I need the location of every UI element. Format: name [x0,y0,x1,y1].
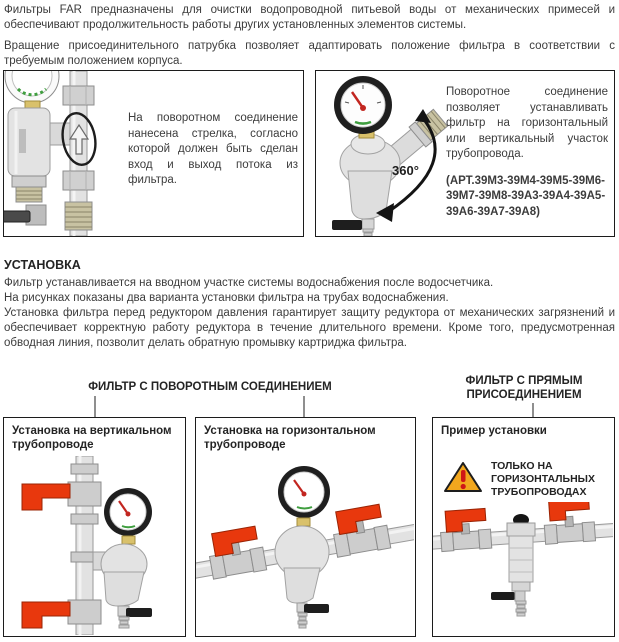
warning-text: ТОЛЬКО НА ГОРИЗОНТАЛЬНЫХ ТРУБОПРОВОДАХ [491,460,595,498]
filter-unit [491,514,535,616]
direct-group-header: ФИЛЬТР С ПРЯМЫМ ПРИСОЕДИНЕНИЕМ [465,375,583,401]
figure-rotation-text [446,85,608,220]
valve-handle-icon [22,484,70,510]
valve-handle-icon [4,205,46,225]
filter-unit [275,466,330,628]
installation-line-2: На рисунках показаны два варианта установки фильтра на трубах водоснабжения. [4,292,449,304]
filter-unit [93,488,152,628]
diagram-box-example [432,417,615,637]
swivel-group-header: ФИЛЬТР С ПОВОРОТНЫМ СОЕДИНЕНИЕМ [88,381,332,393]
connector-line [532,403,534,417]
drain-valve-icon [332,219,374,236]
figure-caption-swivel-arrow: На поворотном соединение нанесена стрелка, согласно которой должен быть сделан вход и выход потока из фильтра. [128,112,298,186]
pressure-gauge-icon [5,71,59,103]
warning-triangle-icon [443,460,483,494]
connector-line [303,396,305,417]
pressure-gauge-icon [334,76,392,134]
figure-articles: (АРТ.39M3-39M4-39M5-39M6-39M7-39M8-39A3-39A4-39A5-39A6-39A7-39A8) [446,174,606,218]
vertical-install-illustration [4,456,184,635]
installation-paragraph: Установка фильтра перед редуктором давления гарантирует защиту редуктора от механических загрязнений и обеспечивает корректную работу редуктора в течение длительного времени. Кроме того, предусмотренная обводная линия, позволит делать обратную промывку картриджа фильтра. [4,307,615,349]
figure-box-rotation [315,70,615,237]
filter-arrow-illustration [4,71,122,236]
intro-paragraph-2: Вращение присоединительного патрубка позволяет адаптировать положение фильтра в соответствии с требуемым положением корпуса. [4,40,615,67]
warning-note [443,460,613,499]
installation-line-1: Фильтр устанавливается на вводном участке системы водоснабжения после водосчетчика. [4,277,494,289]
rotation-degree-label: 360° [392,163,419,178]
figure-caption-rotation: Поворотное соединение позволяет устанавливать фильтр на горизонтальный или вертикальный участок трубопровода. [446,86,608,160]
diagram-box-horizontal [195,417,416,637]
horizontal-install-illustration [196,456,414,635]
diagram-box-title: Пример установки [441,425,547,437]
figure-box-swivel-arrow [3,70,304,237]
direct-install-illustration [433,502,613,635]
intro-paragraph-1: Фильтры FAR предназначены для очистки водопроводной питьевой воды от механических примесей и обеспечивают продолжительность работы других установленных элементов системы. [4,4,615,31]
valve-handle-icon [22,602,70,628]
installation-heading: УСТАНОВКА [4,258,81,272]
diagram-box-title: Установка на горизонтальном трубопроводе [204,425,376,451]
diagram-box-vertical [3,417,186,637]
connector-line [94,396,96,417]
diagram-box-title: Установка на вертикальном трубопроводе [12,425,172,451]
